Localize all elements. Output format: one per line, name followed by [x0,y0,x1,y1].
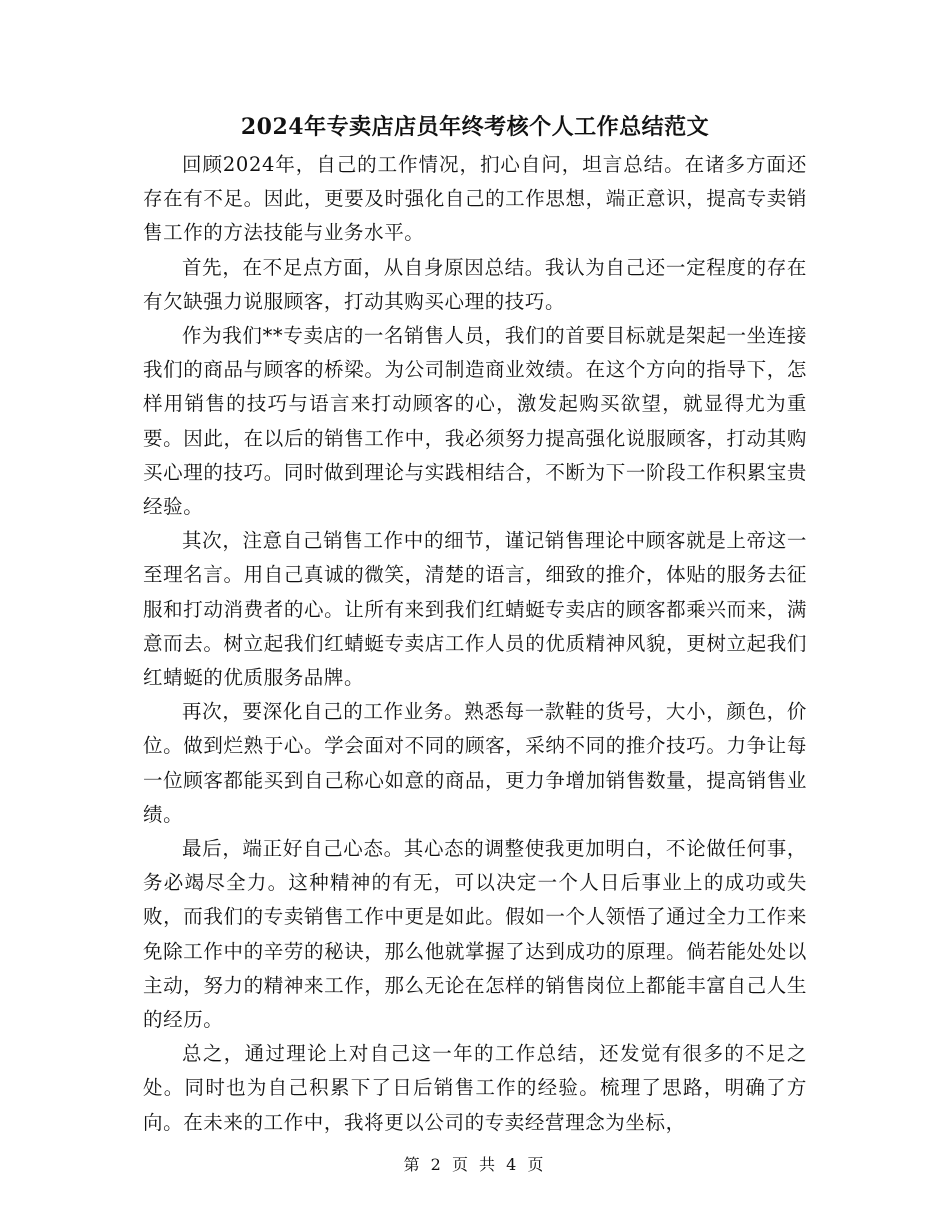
page-number-footer: 第 2 页 共 4 页 [403,1155,547,1174]
document-body [143,148,807,1140]
paragraph-review: 回顾2024年，自己的工作情况，扪心自问，坦言总结。在诸多方面还存在有不足。因此，更要及时强化自己的工作思想，端正意识，提高专卖销售工作的方法技能与业务水平。 [143,153,807,245]
paragraph-second-point: 其次，注意自己销售工作中的细节，谨记销售理论中顾客就是上帝这一至理名言。用自己真诚的微笑，清楚的语言，细致的推介，体贴的服务去征服和打动消费者的心。让所有来到我们红蜻蜓专卖店的顾客都乘兴而来，满意而去。树立起我们红蜻蜓专卖店工作人员的优质精神风貌，更树立起我们红蜻蜓的优质服务品牌。 [143,529,807,690]
document-title: 2024年专卖店店员年终考核个人工作总结范文 [240,114,710,140]
paragraph-third-point: 再次，要深化自己的工作业务。熟悉每一款鞋的货号，大小，颜色，价位。做到烂熟于心。学会面对不同的顾客，采纳不同的推介技巧。力争让每一位顾客都能买到自己称心如意的商品，更力争增加销售数量，提高销售业绩。 [143,700,807,826]
paragraph-first-point: 首先，在不足点方面，从自身原因总结。我认为自己还一定程度的存在有欠缺强力说服顾客，打动其购买心理的技巧。 [143,255,807,313]
paragraph-sales-role: 作为我们**专卖店的一名销售人员，我们的首要目标就是架起一坐连接我们的商品与顾客的桥梁。为公司制造商业效绩。在这个方向的指导下，怎样用销售的技巧与语言来打动顾客的心，激发起购买欲望，就显得尤为重要。因此，在以后的销售工作中，我必须努力提高强化说服顾客，打动其购买心理的技巧。同时做到理论与实践相结合，不断为下一阶段工作积累宝贵经验。 [143,324,807,519]
paragraph-last-point: 最后，端正好自己心态。其心态的调整使我更加明白，不论做任何事，务必竭尽全力。这种精神的有无，可以决定一个人日后事业上的成功或失败，而我们的专卖销售工作中更是如此。假如一个人领悟了通过全力工作来免除工作中的辛劳的秘诀，那么他就掌握了达到成功的原理。倘若能处处以主动，努力的精神来工作，那么无论在怎样的销售岗位上都能丰富自己人生的经历。 [143,837,807,1032]
paragraph-summary: 总之，通过理论上对自己这一年的工作总结，还发觉有很多的不足之处。同时也为自己积累下了日后销售工作的经验。梳理了思路，明确了方向。在未来的工作中，我将更以公司的专卖经营理念为坐标， [143,1042,807,1134]
